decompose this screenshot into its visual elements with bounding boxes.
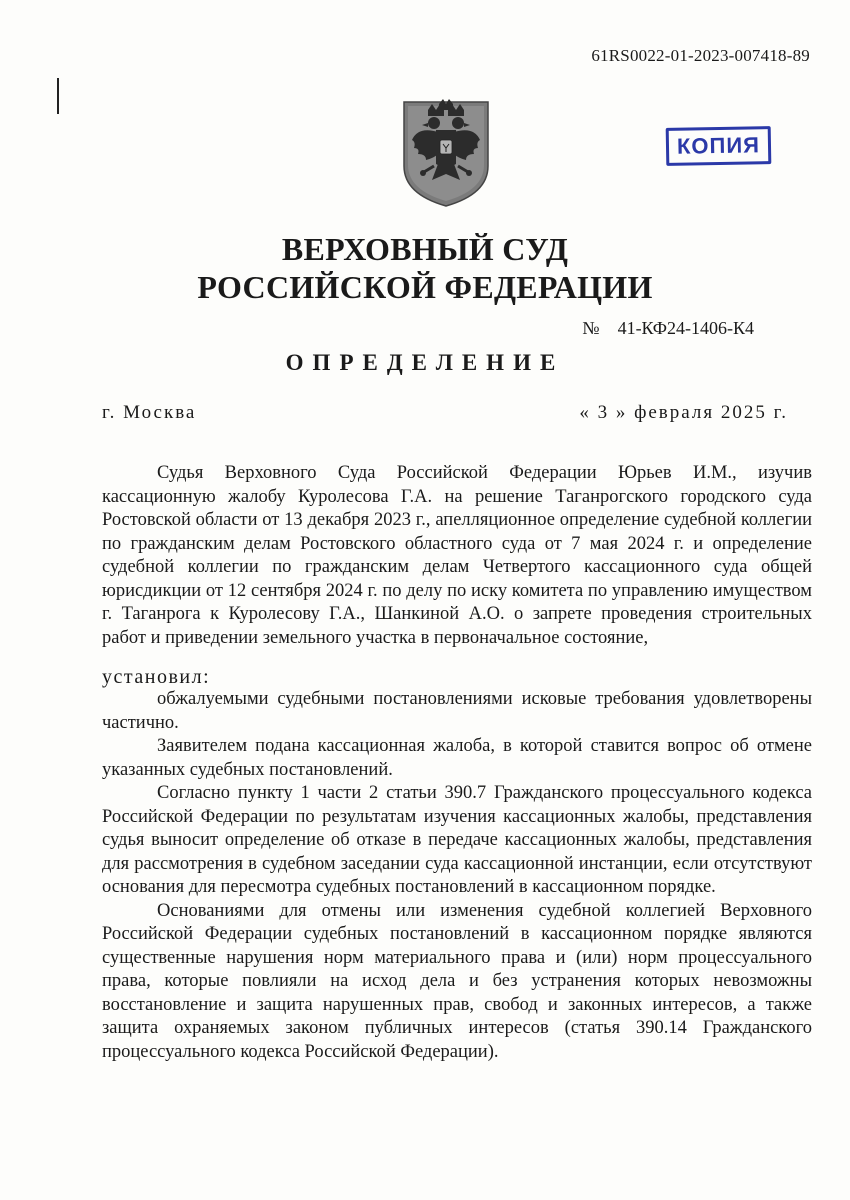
court-name-line-1: ВЕРХОВНЫЙ СУД — [281, 231, 569, 267]
document-body — [102, 462, 812, 1064]
paragraph: Основаниями для отмены или изменения судебной коллегией Верховного Российской Федерации судебных постановлений в кассационном порядке являются существенные нарушения норм материального права и (или) норм процессуального права, которые повлияли на исход дела и без устранения которых невозможны восстановление и защита нарушенных прав, свобод и законных интересов, а также защита охраняемых законом публичных интересов (статья 390.14 Гражданского процессуального кодекса Российской Федерации). — [102, 900, 812, 1062]
court-name — [0, 230, 850, 306]
number-sign: № — [582, 318, 600, 338]
case-identifier: 61RS0022-01-2023-007418-89 — [591, 46, 810, 65]
court-name-line-2: РОССИЙСКОЙ ФЕДЕРАЦИИ — [197, 269, 653, 305]
intro-paragraph: Судья Верховного Суда Российской Федерации Юрьев И.М., изучив кассационную жалобу Куролесова Г.А. на решение Таганрогского городского суда Ростовской области от 13 декабря 2023 г., апелляционное определение судебной коллегии по гражданским делам Ростовского областного суда от 7 мая 2024 г. и определение судебной коллегии по гражданским делам Четвертого кассационного суда общей юрисдикции от 12 сентября 2024 г. по делу по иску комитета по управлению имуществом г. Таганрога к Куролесову Г.А., Шанкиной А.О. о запрете проведения строительных работ и приведении земельного участка в первоначальное состояние, — [102, 463, 812, 648]
established-heading: установил: — [102, 666, 211, 688]
paragraph: Согласно пункту 1 части 2 статьи 390.7 Гражданского процессуального кодекса Российской Федерации по результатам изучения кассационных жалобы, представления судья выносит определение об отказе в передаче кассационных жалобы, представления для рассмотрения в судебном заседании суда кассационной инстанции, если отсутствуют основания для пересмотра судебных постановлений в кассационном порядке. — [102, 783, 812, 897]
case-number-value: 41-КФ24-1406-К4 — [617, 318, 754, 338]
case-number — [582, 318, 754, 339]
paragraph: обжалуемыми судебными постановлениями исковые требования удовлетворены частично. — [102, 689, 812, 733]
document-date: « 3 » февраля 2025 г. — [579, 402, 788, 423]
paragraph: Заявителем подана кассационная жалоба, в которой ставится вопрос об отмене указанных судебных постановлений. — [102, 736, 812, 780]
document-type: ОПРЕДЕЛЕНИЕ — [285, 350, 565, 375]
margin-mark — [57, 78, 59, 114]
coat-of-arms-of-russia-icon — [398, 96, 494, 208]
document-city: г. Москва — [102, 402, 197, 423]
copy-stamp: КОПИЯ — [666, 126, 772, 166]
